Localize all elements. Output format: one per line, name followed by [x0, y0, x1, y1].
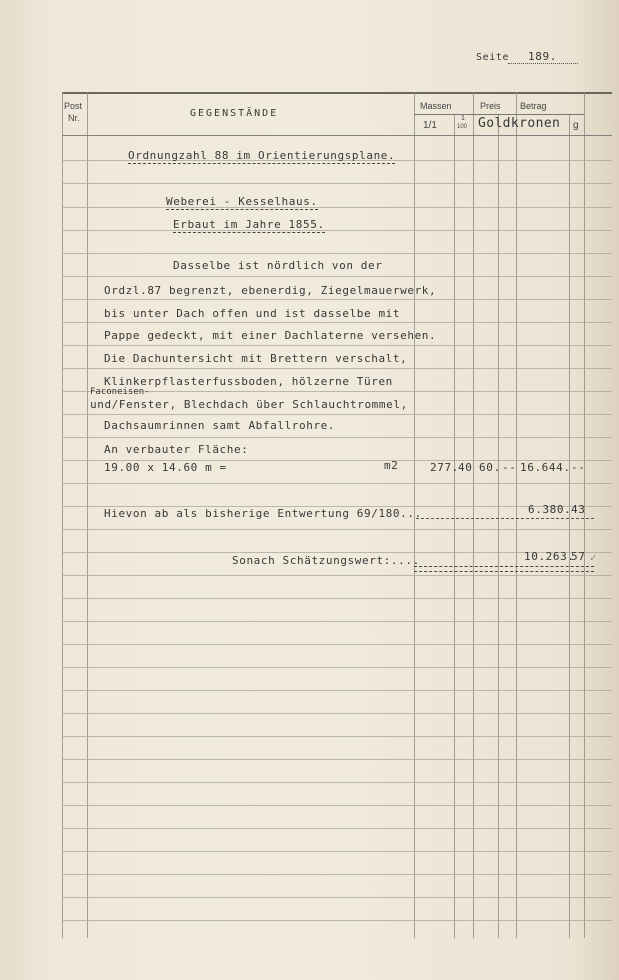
ruled-line	[62, 183, 612, 184]
ruled-line	[62, 736, 612, 737]
column-line-post	[87, 92, 88, 938]
page-number-label: Seite	[476, 52, 510, 63]
column-line-massen	[473, 92, 474, 938]
amount-value-whole: 16.644.	[520, 461, 571, 474]
deduction-underline	[416, 518, 594, 519]
header-massen-frac-num: 1	[461, 115, 465, 122]
deduction-label: Hievon ab als bisherige Entwertung 69/180...	[104, 507, 422, 520]
description-line: Dachsaumrinnen samt Abfallrohre.	[104, 419, 336, 432]
header-massen-frac-den: 100	[457, 124, 468, 130]
page-number-value: 189.	[528, 50, 557, 63]
result-value-whole: 10.263.	[524, 550, 575, 563]
description-line: bis unter Dach offen und ist dasselbe mit	[104, 307, 401, 320]
header-nr: Nr.	[68, 113, 80, 123]
deduction-value-decimal: 43	[571, 503, 586, 516]
ruled-line	[62, 483, 612, 484]
amount-value-decimal: --	[571, 461, 586, 474]
ruled-line	[62, 529, 612, 530]
ruled-line	[62, 575, 612, 576]
ruled-line	[62, 207, 612, 208]
ruled-line	[62, 805, 612, 806]
header-gegenstaende: GEGENSTÄNDE	[190, 108, 279, 119]
ruled-line	[62, 782, 612, 783]
price-value-whole: 60.	[479, 461, 501, 474]
column-line-left	[62, 92, 63, 938]
result-value-decimal: 57	[571, 550, 586, 563]
ruled-line	[62, 874, 612, 875]
ruled-line	[62, 851, 612, 852]
check-mark-icon: ✓	[590, 551, 598, 564]
area-calculation: 19.00 x 14.60 m =	[104, 461, 227, 474]
result-label: Sonach Schätzungswert:....	[232, 554, 420, 567]
description-line: Die Dachuntersicht mit Brettern verschalt,	[104, 352, 408, 365]
area-label: An verbauter Fläche:	[104, 443, 249, 456]
header-currency-g: g	[573, 120, 579, 131]
ruled-line	[62, 437, 612, 438]
ruled-line	[62, 253, 612, 254]
ruled-line	[62, 897, 612, 898]
description-line: Ordzl.87 begrenzt, ebenerdig, Ziegelmauerwerk,	[104, 284, 437, 297]
ruled-line	[62, 713, 612, 714]
ruled-line	[62, 414, 612, 415]
header-bottom-line	[62, 135, 612, 136]
price-value-decimal: --	[502, 461, 517, 474]
ruled-line	[62, 276, 612, 277]
description-line: Klinkerpflasterfussboden, hölzerne Türen	[104, 375, 393, 388]
ruled-line	[62, 230, 612, 231]
area-value-decimal: 40	[458, 461, 473, 474]
faconeisen-insert: Faconeisen-	[90, 387, 150, 397]
header-subrow-line	[414, 114, 584, 115]
ruled-line	[62, 690, 612, 691]
result-double-underline	[414, 566, 594, 572]
column-line-preis	[516, 92, 517, 938]
ruled-line	[62, 644, 612, 645]
ruled-line	[62, 828, 612, 829]
column-line-preis-split	[498, 114, 499, 938]
column-line-massen-split	[454, 114, 455, 938]
header-preis: Preis	[480, 101, 501, 111]
column-line-betrag-split	[569, 114, 570, 938]
ruled-line	[62, 322, 612, 323]
deduction-value-whole: 6.380.	[528, 503, 572, 516]
ruled-line	[62, 667, 612, 668]
page-number-underline	[508, 63, 578, 64]
ordnungszahl-heading: Ordnungzahl 88 im Orientierungsplane.	[128, 149, 396, 162]
ruled-line	[62, 345, 612, 346]
built-year: Erbaut im Jahre 1855.	[173, 218, 325, 231]
description-line: Pappe gedeckt, mit einer Dachlaterne versehen.	[104, 329, 437, 342]
ruled-line	[62, 368, 612, 369]
ruled-line	[62, 598, 612, 599]
description-line: und/Fenster, Blechdach über Schlauchtrommel,	[90, 398, 408, 411]
area-unit: m2	[384, 459, 399, 472]
building-title: Weberei - Kesselhaus.	[166, 195, 318, 208]
ruled-line	[62, 920, 612, 921]
description-line: Dasselbe ist nördlich von der	[173, 259, 383, 272]
header-currency: Goldkronen	[478, 116, 561, 131]
header-post: Post	[64, 101, 83, 111]
ruled-line	[62, 621, 612, 622]
ruled-line	[62, 759, 612, 760]
table-top-border	[62, 92, 612, 94]
header-massen-whole: 1/1	[423, 120, 437, 131]
area-value-whole: 277.	[430, 461, 459, 474]
header-betrag: Betrag	[520, 101, 547, 111]
ruled-line	[62, 299, 612, 300]
header-massen: Massen	[420, 101, 452, 111]
